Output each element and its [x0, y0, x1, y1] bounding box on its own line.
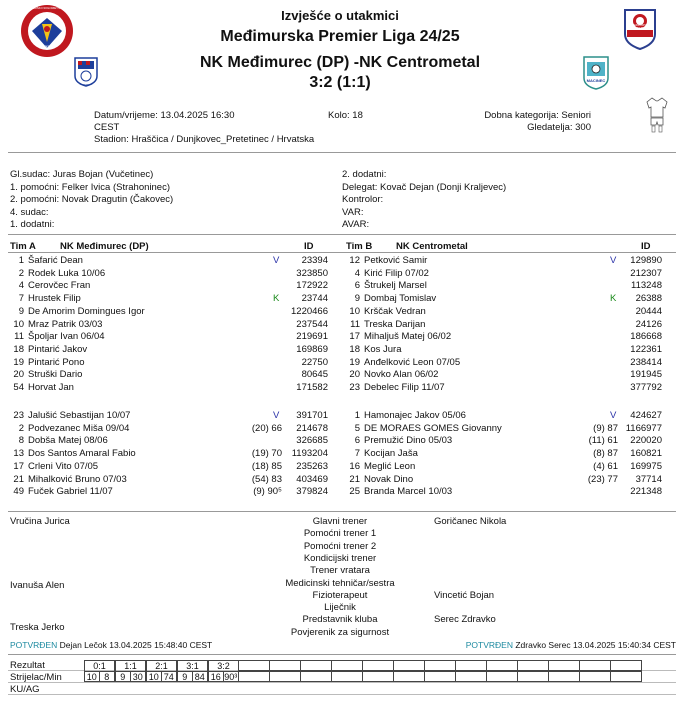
player-number: 4 [354, 267, 360, 279]
player-name: Mraz Patrik 03/03 [28, 318, 103, 330]
stadium: Stadion: Hraščica / Dunjkovec_Pretetinec / Hrvatska [94, 134, 315, 145]
player-number: 49 [13, 486, 24, 498]
substitution-minute: (19) 70 [251, 448, 282, 460]
player-number: 17 [349, 331, 360, 343]
player-number: 18 [349, 343, 360, 355]
player-id: 379824 [296, 486, 328, 498]
player-row [346, 255, 676, 267]
player-row [346, 461, 676, 473]
player-name: Meglić Leon [364, 460, 416, 472]
scorer-minute: 90³ [224, 672, 238, 682]
jersey-icon [646, 97, 668, 133]
player-id: 377792 [630, 382, 662, 393]
player-name: Branda Marcel 10/03 [364, 486, 453, 498]
home-staff-member: Ivanuša Alen [10, 579, 65, 591]
home-confirm-text: Dejan Lečok 13.04.2025 15:48:40 CEST [59, 640, 213, 650]
player-number: 13 [13, 448, 24, 460]
home-staff-member: Treska Jerko [10, 622, 65, 633]
player-row [346, 410, 676, 422]
team-a-id-header: ID [304, 241, 314, 252]
player-id: 20444 [635, 305, 662, 317]
scorer-number: 10 [84, 671, 100, 682]
official-var: VAR: [342, 206, 364, 218]
player-row [10, 306, 340, 318]
player-row [346, 435, 676, 447]
player-number: 16 [349, 460, 360, 472]
player-id: 129890 [630, 255, 662, 266]
home-confirmation [10, 640, 212, 650]
player-id: 238414 [630, 356, 662, 368]
staff-role: Predstavnik kluba [302, 614, 378, 626]
player-row [10, 461, 340, 473]
player-number: 2 [18, 422, 24, 434]
player-role: V [273, 255, 280, 266]
scorer-number: 9 [177, 671, 193, 682]
away-staff-member: Vincetić Bojan [434, 589, 495, 601]
player-number: 6 [354, 435, 360, 447]
scorer-minute: 84 [193, 671, 209, 682]
team-b-id-header: ID [641, 241, 651, 252]
player-id: 326685 [296, 435, 328, 447]
player-id: 169869 [296, 343, 328, 355]
player-id: 186668 [630, 331, 662, 343]
player-id: 391701 [296, 410, 328, 421]
player-name: Premužić Dino 05/03 [364, 435, 453, 447]
official-additional-2: 2. dodatni: [342, 169, 387, 180]
empty-result-cell [425, 660, 456, 671]
player-row [346, 474, 676, 486]
player-name: Jalušić Sebastijan 10/07 [28, 410, 131, 421]
team-a-label: Tim A [10, 241, 36, 252]
match-timezone: CEST [94, 122, 120, 133]
player-number: 20 [13, 369, 24, 381]
player-id: 1166977 [625, 422, 662, 434]
player-id: 220020 [630, 435, 662, 447]
empty-result-cell [270, 671, 301, 682]
player-id: 214678 [296, 422, 328, 434]
player-row [10, 369, 340, 381]
official-controller: Kontrolor: [342, 194, 384, 205]
player-row [346, 486, 676, 498]
empty-result-cell [394, 671, 425, 682]
player-name: De Amorim Domingues Igor [28, 305, 145, 317]
player-row [346, 280, 676, 292]
player-row [346, 423, 676, 435]
empty-result-cell [363, 671, 394, 682]
player-row [10, 474, 340, 486]
player-row [10, 486, 340, 498]
official-avar: AVAR: [342, 219, 370, 230]
player-row [346, 319, 676, 331]
player-number: 54 [13, 382, 24, 393]
empty-result-cell [425, 671, 456, 682]
player-number: 18 [13, 343, 24, 355]
away-staff-member: Serec Zdravko [434, 614, 496, 626]
substitution-minute: (18) 85 [251, 460, 282, 472]
scorer-number: 16 [208, 671, 224, 682]
match-datetime: Datum/vrijeme: 13.04.2025 16:30 [94, 110, 235, 121]
empty-result-cell [332, 671, 363, 682]
staff-role: Trener vratara [310, 565, 370, 577]
player-name: Štrukelj Marsel [364, 280, 427, 292]
empty-result-cell [363, 660, 394, 671]
score-cell: 0:1 [84, 660, 115, 671]
results-label: Rezultat [10, 660, 45, 671]
player-number: 8 [18, 435, 24, 447]
player-row [346, 369, 676, 381]
staff-role: Glavni trener [312, 516, 368, 527]
player-number: 9 [18, 305, 24, 317]
player-name: Pintarić Jakov [28, 343, 88, 355]
player-name: Treska Darijan [364, 318, 426, 330]
player-id: 160821 [630, 448, 662, 460]
official-additional-1: 1. dodatni: [10, 219, 55, 230]
player-row [10, 268, 340, 280]
player-number: 4 [18, 280, 24, 292]
substitution-minute: (20) 66 [251, 422, 282, 434]
player-name: Mihalković Bruno 07/03 [28, 473, 127, 485]
player-id: 237544 [296, 318, 328, 330]
official-fourth: 4. sudac: [10, 206, 49, 218]
player-row [10, 280, 340, 292]
home-team-crest [74, 57, 98, 87]
player-id: 122361 [630, 343, 662, 355]
player-id: 80645 [301, 369, 328, 381]
substitution-minute: (9) 90⁵ [253, 486, 282, 498]
player-name: Fuček Gabriel 11/07 [28, 486, 113, 498]
player-number: 21 [349, 473, 360, 485]
player-id: 24126 [635, 318, 662, 330]
official-head-referee: Gl.sudac: Juras Bojan (Vučetinec) [10, 169, 154, 180]
player-row [10, 293, 340, 305]
home-crest-label: NK Međimurec [79, 84, 93, 86]
scorer-minute: 74 [162, 671, 178, 682]
official-delegate: Delegat: Kovač Dejan (Donji Kraljevec) [342, 181, 507, 193]
player-id: 113248 [631, 280, 662, 292]
staff-role: Fizioterapeut [312, 589, 368, 601]
player-number: 6 [354, 280, 360, 292]
spectators: Gledatelja: 300 [527, 122, 591, 133]
player-name: Novko Alan 06/02 [364, 369, 439, 381]
player-number: 20 [349, 369, 360, 381]
player-number: 10 [13, 318, 24, 330]
empty-result-cell [549, 660, 580, 671]
player-number: 23 [13, 410, 24, 421]
player-number: 21 [13, 473, 24, 485]
player-id: 219691 [296, 331, 328, 343]
team-a-name: NK Međimurec (DP) [60, 241, 149, 252]
score-cell: 3:2 [208, 660, 239, 671]
final-score: 3:2 (1:1) [309, 74, 371, 91]
left-crest-text: MEĐIMURSKI NOGOMETNI SAVEZ [22, 6, 72, 10]
player-row [10, 435, 340, 447]
player-name: Horvat Jan [28, 382, 74, 393]
player-id: 191945 [630, 369, 662, 381]
player-number: 25 [349, 486, 360, 498]
player-name: Kirić Filip 07/02 [364, 267, 429, 279]
substitution-minute: (54) 83 [251, 473, 282, 485]
substitution-minute: (11) 61 [588, 435, 618, 447]
empty-result-cell [487, 671, 518, 682]
player-row [10, 410, 340, 422]
empty-result-cell [332, 660, 363, 671]
home-confirm-tag: POTVRĐEN [10, 640, 58, 650]
empty-result-cell [456, 660, 487, 671]
empty-result-cell [580, 671, 611, 682]
away-staff-member: Goričanec Nikola [434, 516, 507, 527]
player-row [346, 357, 676, 369]
player-row [346, 331, 676, 343]
empty-result-cell [611, 660, 642, 671]
substitution-minute: (4) 61 [593, 460, 618, 472]
scorer-minute: 8 [100, 671, 116, 682]
player-number: 23 [349, 382, 360, 393]
away-crest-label: MACINEC [586, 78, 606, 83]
substitution-minute: (9) 87 [593, 422, 618, 434]
player-id: 172922 [296, 280, 328, 292]
left-crest-year: 1929 [42, 44, 52, 49]
staff-role: Pomoćni trener 2 [303, 540, 377, 552]
team-b-name: NK Centrometal [396, 241, 468, 252]
empty-result-cell [270, 660, 301, 671]
empty-result-cell [549, 671, 580, 682]
player-name: Dos Santos Amaral Fabio [28, 448, 136, 460]
player-number: 11 [14, 331, 24, 343]
player-row [10, 382, 340, 394]
empty-result-cell [301, 671, 332, 682]
scorer-number: 9 [115, 671, 131, 682]
staff-role: Medicinski tehničar/sestra [285, 577, 395, 589]
player-name: Špoljar Ivan 06/04 [28, 331, 105, 343]
empty-result-cell [394, 660, 425, 671]
staff-role: Pomoćni trener 1 [303, 528, 377, 540]
player-id: 22750 [301, 356, 328, 368]
report-title: Izvješće o utakmici [281, 8, 399, 23]
player-name: Pintarić Pono [28, 356, 85, 368]
player-name: Hamonajec Jakov 05/06 [364, 410, 466, 421]
player-row [346, 344, 676, 356]
player-row [10, 357, 340, 369]
left-crest [20, 4, 74, 58]
staff-role: Povjerenik za sigurnost [290, 626, 390, 638]
player-role: V [610, 410, 617, 421]
player-row [346, 268, 676, 280]
player-name: Cerovčec Fran [28, 280, 91, 292]
player-id: 23744 [301, 293, 328, 305]
empty-result-cell [611, 671, 642, 682]
player-name: Kos Jura [364, 343, 402, 355]
age-category: Dobna kategorija: Seniori [484, 110, 591, 121]
officials-right [342, 169, 506, 232]
player-row [346, 293, 676, 305]
empty-result-cell [301, 660, 332, 671]
away-confirm-tag: POTVRĐEN [465, 640, 513, 650]
score-cell: 1:1 [115, 660, 146, 671]
player-row [346, 306, 676, 318]
away-confirmation [380, 640, 676, 650]
away-team-crest [583, 56, 609, 90]
match-title: NK Međimurec (DP) -NK Centrometal [199, 54, 481, 71]
player-id: 1193204 [291, 448, 328, 460]
player-id: 26388 [635, 293, 662, 305]
player-name: Hrustek Filip [28, 293, 81, 305]
player-name: Novak Dino [364, 473, 414, 485]
score-cell: 3:1 [177, 660, 208, 671]
player-number: 9 [354, 293, 360, 305]
player-name: Struški Dario [28, 369, 83, 381]
player-name: Debelec Filip 11/07 [364, 382, 445, 393]
player-row [10, 423, 340, 435]
player-name: Kocijan Jaša [364, 448, 418, 460]
player-role: K [273, 293, 280, 305]
player-name: Mihaljuš Matej 06/02 [364, 331, 452, 343]
officials-left [10, 169, 173, 232]
player-name: Rodek Luka 10/06 [28, 267, 106, 279]
player-name: Dobša Matej 08/06 [28, 435, 108, 447]
player-number: 1 [354, 410, 360, 421]
player-id: 23394 [301, 255, 328, 266]
player-number: 10 [349, 305, 360, 317]
official-assistant-2: 2. pomoćni: Novak Dragutin (Čakovec) [10, 194, 174, 205]
player-name: DE MORAES GOMES Giovanny [364, 422, 502, 434]
scorers-label: Strijelac/Min [10, 672, 62, 683]
player-row [10, 344, 340, 356]
player-number: 11 [350, 318, 360, 330]
player-role: K [610, 293, 617, 305]
player-number: 19 [13, 356, 24, 368]
player-id: 169975 [630, 460, 662, 472]
official-assistant-1: 1. pomoćni: Felker Ivica (Strahoninec) [10, 181, 170, 193]
player-number: 1 [18, 255, 24, 266]
empty-result-cell [239, 660, 270, 671]
player-name: Krščak Vedran [364, 305, 426, 317]
player-number: 19 [349, 356, 360, 368]
right-crest-text: MEĐIMURSKA PREMIER LIGA [629, 23, 651, 30]
player-name: Petković Samir [364, 255, 428, 266]
player-name: Šafarić Dean [28, 255, 83, 266]
team-b-label: Tim B [346, 241, 373, 252]
player-id: 37714 [635, 473, 662, 485]
player-id: 1220466 [291, 305, 328, 317]
player-role: V [273, 410, 280, 421]
player-id: 424627 [630, 410, 662, 421]
round: Kolo: 18 [328, 110, 363, 121]
empty-result-cell [518, 660, 549, 671]
player-row [10, 255, 340, 267]
player-name: Podvezanec Miša 09/04 [28, 422, 130, 434]
player-name: Dombaj Tomislav [364, 293, 437, 305]
player-id: 171582 [296, 382, 328, 393]
player-row [346, 448, 676, 460]
substitution-minute: (23) 77 [587, 473, 618, 485]
player-id: 403469 [296, 473, 328, 485]
scorer-minute: 30 [131, 671, 147, 682]
player-number: 7 [354, 448, 360, 460]
player-number: 2 [18, 267, 24, 279]
scorer-number: 10 [146, 671, 162, 682]
substitution-minute: (8) 87 [593, 448, 618, 460]
away-confirm-text: Zdravko Serec 13.04.2025 15:40:34 CEST [515, 640, 676, 650]
player-row [10, 448, 340, 460]
empty-result-cell [518, 671, 549, 682]
staff-role: Kondicijski trener [303, 552, 377, 564]
player-number: 17 [13, 460, 24, 472]
player-role: V [610, 255, 617, 266]
player-id: 212307 [630, 267, 662, 279]
player-row [10, 319, 340, 331]
player-number: 5 [354, 422, 360, 434]
empty-result-cell [487, 660, 518, 671]
player-id: 323850 [296, 267, 328, 279]
score-cell: 2:1 [146, 660, 177, 671]
player-number: 12 [349, 255, 360, 266]
ku-ag-label: KU/AG [10, 684, 40, 695]
staff-role: Liječnik [324, 602, 356, 614]
league-title: Međimurska Premier Liga 24/25 [220, 28, 460, 45]
player-row [346, 382, 676, 394]
player-row [10, 331, 340, 343]
player-id: 221348 [630, 486, 662, 498]
home-staff-member: Vručina Jurica [10, 516, 70, 527]
empty-result-cell [239, 671, 270, 682]
player-name: Anđelković Leon 07/05 [364, 356, 461, 368]
player-number: 7 [18, 293, 24, 305]
empty-result-cell [456, 671, 487, 682]
player-id: 235263 [296, 460, 328, 472]
player-name: Crleni Vito 07/05 [28, 460, 99, 472]
empty-result-cell [580, 660, 611, 671]
